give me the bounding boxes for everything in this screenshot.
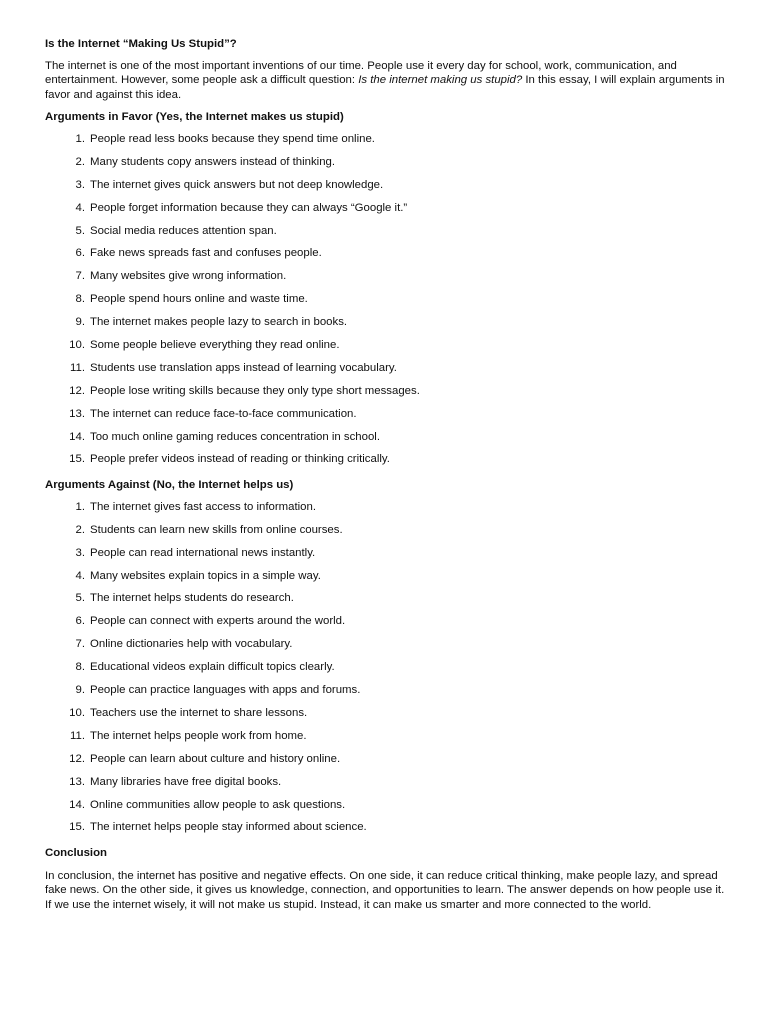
list-item	[45, 569, 725, 592]
essay-title: Is the Internet “Making Us Stupid”?	[45, 38, 237, 50]
intro-paragraph	[45, 59, 725, 103]
list-item-text: Students can learn new skills from online courses.	[90, 523, 343, 536]
list-item-number: 1 .	[67, 132, 85, 147]
list-item	[45, 201, 725, 224]
list-item-number: 7 .	[67, 637, 85, 652]
list-item-text: People can connect with experts around the world.	[90, 615, 346, 628]
list-item-number: 15 .	[67, 820, 85, 835]
list-item	[45, 637, 725, 660]
list-item	[45, 315, 725, 338]
list-item-number: 13 .	[67, 775, 85, 790]
list-item	[45, 132, 725, 155]
list-item	[45, 178, 725, 201]
list-item-text: Many websites explain topics in a simple way.	[90, 569, 321, 582]
list-item-text: The internet helps people stay informed about science.	[90, 821, 367, 834]
list-item-number: 5 .	[67, 224, 85, 239]
list-item-number: 2 .	[67, 155, 85, 170]
intro-text-before: The internet is one of the most important inventions of our time. People use it every day for school, work, communication, and entertainment. However, some people ask a difficult question:	[45, 59, 677, 87]
list-item-text: Online communities allow people to ask questions.	[90, 798, 346, 811]
list-item	[45, 452, 725, 475]
list-item-text: People can practice languages with apps and forums.	[90, 684, 361, 697]
list-item-text: The internet can reduce face-to-face communication.	[90, 407, 357, 420]
list-item-number: 9 .	[67, 315, 85, 330]
list-item	[45, 775, 725, 798]
list-item	[45, 798, 725, 821]
list-item-number: 6 .	[67, 614, 85, 629]
list-item	[45, 407, 725, 430]
list-item-number: 2 .	[67, 523, 85, 538]
list-item	[45, 384, 725, 407]
list-item-text: Many students copy answers instead of thinking.	[90, 155, 336, 168]
list-item-number: 3 .	[67, 178, 85, 193]
list-item-number: 8 .	[67, 660, 85, 675]
list-item-number: 6 .	[67, 246, 85, 261]
list-item-text: People spend hours online and waste time.	[90, 293, 308, 306]
list-item-number: 3 .	[67, 546, 85, 561]
list-item-text: People prefer videos instead of reading or thinking critically.	[90, 453, 390, 466]
list-item-number: 12 .	[67, 384, 85, 399]
list-item-text: People forget information because they can always “Google it.”	[90, 201, 408, 214]
list-item-text: Fake news spreads fast and confuses people.	[90, 247, 322, 260]
list-item	[45, 591, 725, 614]
list-item-number: 14 .	[67, 798, 85, 813]
list-item-number: 11 .	[67, 729, 85, 744]
list-item-number: 10 .	[67, 706, 85, 721]
list-item	[45, 361, 725, 384]
list-item	[45, 820, 725, 843]
list-item-text: Many libraries have free digital books.	[90, 775, 282, 788]
list-item-text: Too much online gaming reduces concentration in school.	[90, 430, 380, 443]
favor-heading: Arguments in Favor (Yes, the Internet makes us stupid)	[45, 111, 344, 124]
list-item-text: The internet gives quick answers but not deep knowledge.	[90, 178, 384, 191]
list-item	[45, 430, 725, 453]
list-item	[45, 523, 725, 546]
list-item-number: 5 .	[67, 591, 85, 606]
list-item-text: People can read international news instantly.	[90, 546, 316, 559]
list-item-text: Educational videos explain difficult topics clearly.	[90, 661, 335, 674]
list-item-text: Teachers use the internet to share lessons.	[90, 706, 308, 719]
list-item-number: 9 .	[67, 683, 85, 698]
conclusion-paragraph: In conclusion, the internet has positive and negative effects. On one side, it can reduce critical thinking, make people lazy, and spread fake news. On the other side, it gives us knowledge, connection, and opportunities to learn. The answer depends on how people use it. If we use the internet wisely, it will not make us stupid. Instead, it can make us smarter and more connected to the world.	[45, 869, 725, 912]
list-item-text: The internet makes people lazy to search in books.	[90, 316, 348, 329]
list-item-number: 14 .	[67, 430, 85, 445]
list-item-number: 7 .	[67, 269, 85, 284]
favor-list	[45, 132, 725, 475]
list-item	[45, 292, 725, 315]
list-item-text: Online dictionaries help with vocabulary.	[90, 638, 293, 651]
list-item-text: People lose writing skills because they only type short messages.	[90, 384, 420, 397]
list-item	[45, 706, 725, 729]
list-item	[45, 224, 725, 247]
list-item	[45, 683, 725, 706]
intro-text-after: In this essay, I will explain arguments in favor and against this idea.	[45, 74, 725, 101]
list-item	[45, 338, 725, 361]
essay-body	[45, 37, 725, 913]
list-item-number: 11 .	[67, 361, 85, 376]
list-item	[45, 660, 725, 683]
list-item-number: 13 .	[67, 407, 85, 422]
list-item-text: Social media reduces attention span.	[90, 224, 277, 237]
list-item-text: Students use translation apps instead of learning vocabulary.	[90, 361, 397, 374]
list-item	[45, 729, 725, 752]
list-item-number: 12 .	[67, 752, 85, 767]
list-item	[45, 155, 725, 178]
list-item-text: Many websites give wrong information.	[90, 270, 287, 283]
list-item-text: The internet helps students do research.	[90, 592, 294, 605]
list-item-number: 4 .	[67, 569, 85, 584]
list-item-text: The internet gives fast access to information.	[90, 500, 317, 513]
list-item-number: 1 .	[67, 500, 85, 515]
list-item-number: 8 .	[67, 292, 85, 307]
intro-question: Is the internet making us stupid?	[358, 74, 523, 87]
list-item	[45, 269, 725, 292]
list-item-text: People can learn about culture and history online.	[90, 752, 341, 765]
list-item	[45, 246, 725, 269]
list-item	[45, 752, 725, 775]
against-heading: Arguments Against (No, the Internet helps us)	[45, 479, 294, 492]
conclusion-heading: Conclusion	[45, 847, 108, 860]
list-item-number: 10 .	[67, 338, 85, 353]
against-list	[45, 500, 725, 843]
list-item	[45, 614, 725, 637]
list-item-number: 4 .	[67, 201, 85, 216]
list-item-text: Some people believe everything they read online.	[90, 338, 340, 351]
list-item-text: People read less books because they spend time online.	[90, 132, 375, 145]
list-item	[45, 500, 725, 523]
list-item-number: 15 .	[67, 452, 85, 467]
list-item-text: The internet helps people work from home.	[90, 729, 307, 742]
list-item	[45, 546, 725, 569]
